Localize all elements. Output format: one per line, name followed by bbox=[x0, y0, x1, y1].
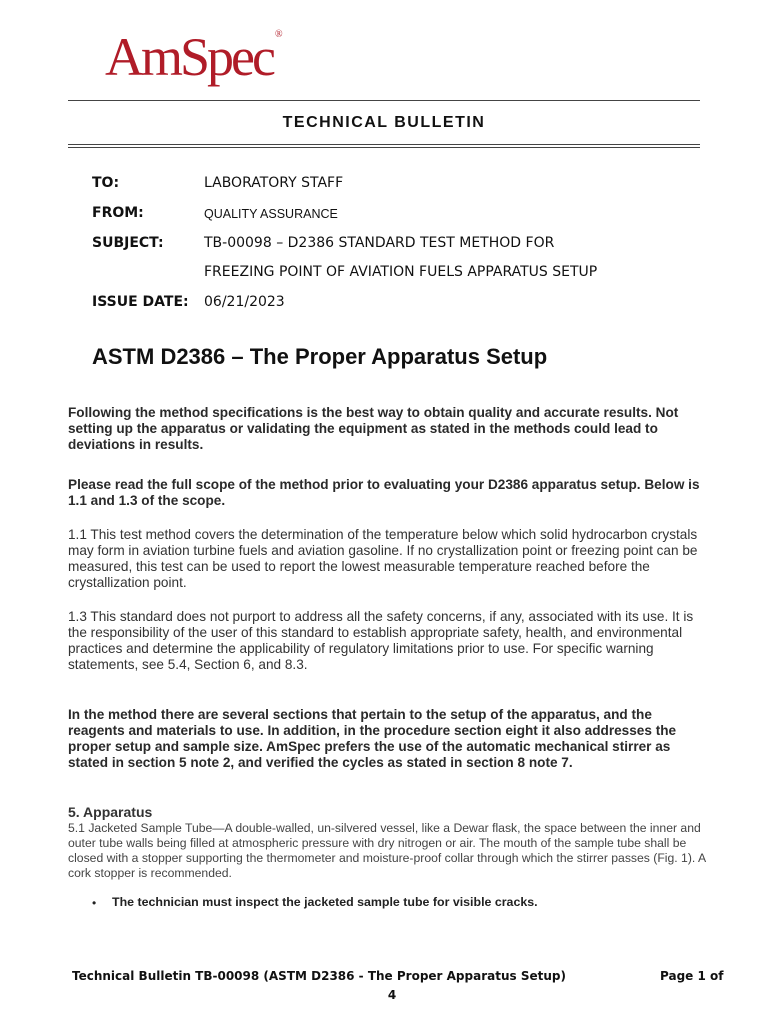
top-divider bbox=[68, 100, 700, 101]
logo-registered-mark: ® bbox=[274, 29, 283, 40]
footer-page-total: 4 bbox=[387, 988, 397, 1002]
to-label: TO: bbox=[92, 175, 120, 191]
amspec-logo bbox=[105, 27, 283, 87]
issue-date-value: 06/21/2023 bbox=[204, 294, 285, 310]
bullet-icon: • bbox=[92, 896, 97, 910]
issue-date-label: ISSUE DATE: bbox=[92, 294, 189, 310]
section-5-heading: 5. Apparatus bbox=[68, 804, 153, 820]
from-label: FROM: bbox=[92, 205, 144, 221]
page-heading: ASTM D2386 – The Proper Apparatus Setup bbox=[92, 344, 548, 369]
subject-label: SUBJECT: bbox=[92, 235, 164, 251]
footer-page-label: Page 1 of bbox=[660, 969, 724, 983]
footer-title: Technical Bulletin TB-00098 (ASTM D2386 - The Proper Apparatus Setup) bbox=[72, 969, 566, 983]
intro-paragraph: Following the method specifications is the best way to obtain quality and accurate results. Not setting up the apparatus or validating the equipment as stated in the methods could lead to deviations in results. bbox=[68, 405, 679, 452]
bulletin-title: TECHNICAL BULLETIN bbox=[282, 114, 486, 131]
title-divider bbox=[68, 144, 700, 145]
scope-1-1-paragraph: 1.1 This test method covers the determination of the temperature below which solid hydrocarbon crystals may form in aviation turbine fuels and aviation gasoline. If no crystallization point or freezing point can be measured, this test can be used to report the lowest measurable temperature reached before the crystallization point. bbox=[68, 527, 698, 590]
method-sections-paragraph: In the method there are several sections that pertain to the setup of the apparatus, and the reagents and materials to use. In addition, in the procedure section eight it also addresses the proper setup and sample size. AmSpec prefers the use of the automatic mechanical stirrer as stated in section 5 note 2, and verified the cycles as stated in section 8 note 7. bbox=[68, 707, 677, 770]
inspection-bullet: The technician must inspect the jacketed sample tube for visible cracks. bbox=[112, 895, 538, 909]
subject-line-2: FREEZING POINT OF AVIATION FUELS APPARATUS SETUP bbox=[204, 264, 598, 280]
scope-paragraph: Please read the full scope of the method prior to evaluating your D2386 apparatus setup. Below is 1.1 and 1.3 of the scope. bbox=[68, 477, 700, 508]
scope-1-3-paragraph: 1.3 This standard does not purport to address all the safety concerns, if any, associated with its use. It is the responsibility of the user of this standard to establish appropriate safety, health, and environmental practices and determine the applicability of regulatory limitations prior to use. For specific warning statements, see 5.4, Section 6, and 8.3. bbox=[68, 609, 694, 672]
logo-text: AmSpec bbox=[105, 27, 273, 87]
to-value: LABORATORY STAFF bbox=[204, 175, 344, 191]
subject-line-1: TB-00098 – D2386 STANDARD TEST METHOD FOR bbox=[204, 235, 555, 251]
section-5-1-text: 5.1 Jacketed Sample Tube—A double-walled, un-silvered vessel, like a Dewar flask, the space between the inner and outer tube walls being filled at atmospheric pressure with dry nitrogen or air. The mouth of the sample tube shall be closed with a stopper supporting the thermometer and moisture-proof collar through which the stirrer passes (Fig. 1). A cork stopper is recommended. bbox=[68, 821, 706, 880]
from-value: QUALITY ASSURANCE bbox=[204, 207, 338, 221]
